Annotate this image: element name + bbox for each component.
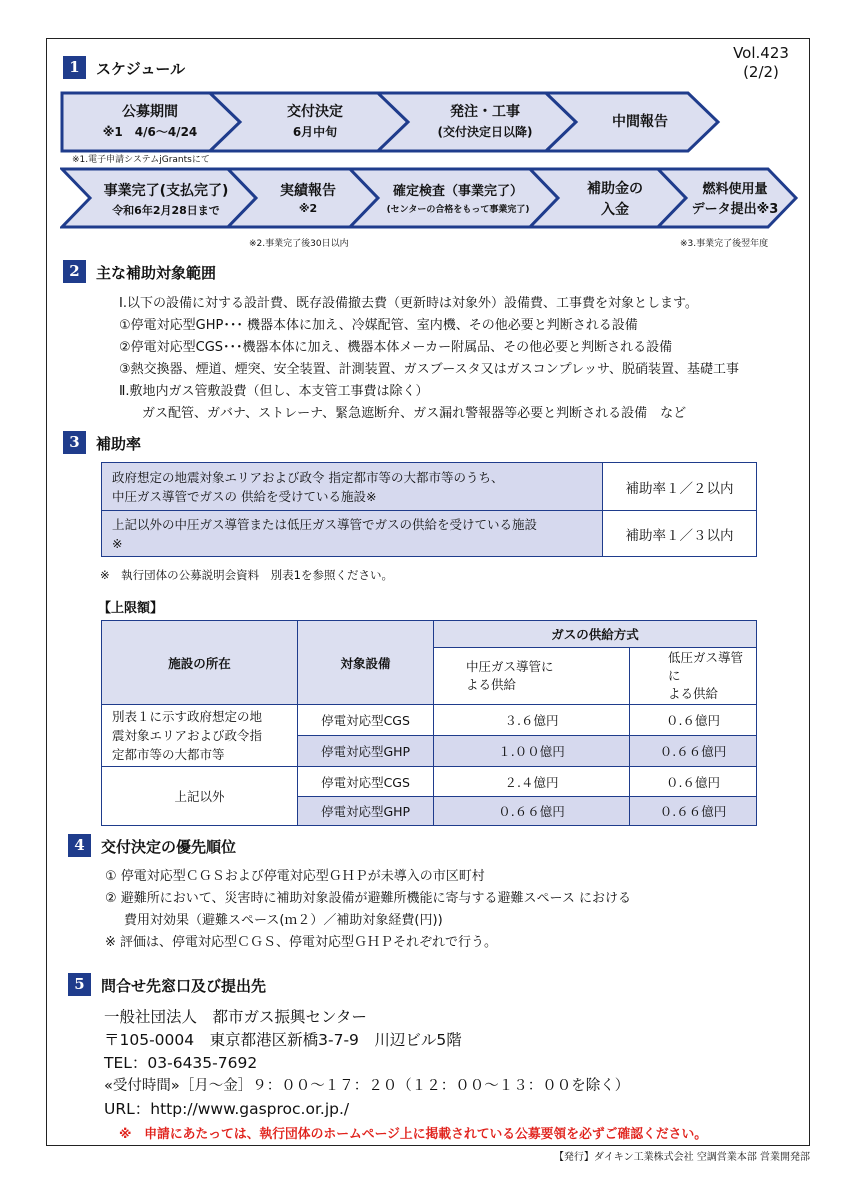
schedule-step-completion: [86, 180, 246, 218]
step-label: 実績報告: [280, 183, 336, 199]
schedule-step-application: [80, 101, 220, 140]
step-detail: (交付決定日以降): [437, 125, 533, 139]
schedule-step-order-construction: [410, 101, 560, 140]
step-detail: 令和6年2月28日まで: [112, 204, 220, 217]
schedule-note-3: ※3.事業完了後翌年度: [680, 239, 769, 249]
scope-line-3: ②停電対応型CGS･･･機器本体に加え、機器本体メーカー附属品、その他必要と判断される設備: [119, 340, 673, 355]
step-label: 補助金の: [587, 181, 643, 197]
step-detail: (センターの合格をもって事業完了): [386, 205, 530, 215]
schedule-step-fuel-data: [684, 178, 786, 217]
step-detail: 入金: [601, 202, 629, 218]
schedule-note-2: ※2.事業完了後30日以内: [249, 239, 349, 249]
section-number-1: 1: [63, 56, 86, 79]
step-label: 燃料使用量: [702, 182, 768, 197]
step-label: 交付決定: [287, 104, 343, 120]
mid-amount-cell: ３.６億円: [434, 705, 630, 736]
section-title-rate: 補助率: [96, 435, 142, 453]
rate-condition-cell: [102, 511, 603, 557]
header-text: 中圧ガス導管に: [466, 659, 554, 674]
schedule-step-subsidy-payment: [560, 178, 670, 219]
schedule-step-interim-report: [580, 111, 700, 131]
limit-row: [102, 767, 757, 797]
scope-line-4: ③熱交換器、煙道、煙突、安全装置、計測装置、ガスブースタ又はガスコンプレッサ、脱硝装置、基礎工事: [119, 362, 740, 377]
contact-phone: TEL：03-6435-7692: [104, 1054, 258, 1072]
low-amount-cell: ０.６６億円: [630, 736, 757, 767]
contact-url[interactable]: URL：http://www.gasproc.or.jp./: [104, 1100, 350, 1118]
section-number-4: 4: [68, 834, 91, 857]
scope-line-6: ガス配管、ガバナ、ストレーナ、緊急遮断弁、ガス漏れ警報器等必要と判断される設備 など: [142, 406, 687, 421]
header-text: よる供給: [466, 677, 517, 692]
rate-note: ※ 執行団体の公募説明会資料 別表1を参照ください。: [100, 568, 393, 582]
header-equipment: 対象設備: [298, 621, 434, 705]
header-text: 低圧ガス導管に: [668, 650, 744, 683]
section-number-2: 2: [63, 260, 86, 283]
low-amount-cell: ０.６億円: [630, 705, 757, 736]
header-location: 施設の所在: [102, 621, 298, 705]
location-text: 定都市等の大都市等: [112, 747, 225, 762]
volume-number: Vol.423: [733, 44, 789, 62]
section-title-schedule: スケジュール: [96, 60, 186, 78]
step-label: 発注・工事: [450, 104, 520, 120]
publisher-footer: 【発行】ダイキン工業株式会社 空調営業本部 営業開発部: [553, 1152, 810, 1163]
location-text: 震対象エリアおよび政令指: [112, 728, 263, 743]
step-label: 確定検査（事業完了）: [392, 184, 523, 199]
location-other: 上記以外: [102, 767, 298, 826]
header-text: よる供給: [668, 686, 719, 701]
section-number-5: 5: [68, 973, 91, 996]
priority-line-1: ① 停電対応型ＣＧＳおよび停電対応型ＧＨＰが未導入の市区町村: [105, 869, 485, 884]
rate-condition-line: 上記以外の中圧ガス導管または低圧ガス導管でガスの供給を受けている施設: [112, 516, 538, 532]
section-title-priority: 交付決定の優先順位: [101, 838, 237, 856]
rate-condition-line: 政府想定の地震対象エリアおよび政令 指定都市等の大都市等のうち、: [112, 469, 504, 485]
equipment-cell: 停電対応型CGS: [298, 705, 434, 736]
contact-organization: 一般社団法人 都市ガス振興センター: [104, 1008, 367, 1026]
section-title-scope: 主な補助対象範囲: [96, 264, 217, 282]
header-low-pressure: [630, 648, 757, 705]
step-detail: 6月中旬: [292, 125, 338, 139]
scope-line-1: Ⅰ.以下の設備に対する設計費、既存設備撤去費（更新時は対象外）設備費、工事費を対象とします。: [119, 296, 698, 311]
mid-amount-cell: ２.４億円: [434, 767, 630, 797]
scope-line-5: Ⅱ.敷地内ガス管敷設費（但し、本支管工事費は除く）: [119, 384, 429, 399]
location-major-cities: [102, 705, 298, 767]
rate-condition-cell: [102, 463, 603, 511]
equipment-cell: 停電対応型GHP: [298, 736, 434, 767]
section-title-contact: 問合せ先窓口及び提出先: [101, 977, 267, 995]
page-indicator: (2/2): [743, 63, 779, 81]
schedule-note-1: ※1.電子申請システムjGrantsにて: [72, 155, 210, 165]
contact-address: 〒105-0004 東京都港区新橋3-7-9 川辺ビル5階: [104, 1031, 462, 1049]
rate-condition-line: ※: [112, 535, 123, 551]
step-detail: ※1 4/6～4/24: [102, 125, 198, 139]
rate-row: [102, 511, 757, 557]
step-label: 公募期間: [122, 104, 178, 120]
rate-value: 補助率１／２以内: [603, 463, 757, 511]
step-label: 中間報告: [612, 114, 668, 130]
equipment-cell: 停電対応型GHP: [298, 797, 434, 826]
rate-value: 補助率１／３以内: [603, 511, 757, 557]
step-detail: データ提出※3: [691, 202, 779, 217]
schedule-step-performance-report: [258, 180, 358, 215]
header-supply-method: ガスの供給方式: [434, 621, 757, 648]
step-detail: ※2: [298, 202, 318, 215]
scope-line-2: ①停電対応型GHP･･･ 機器本体に加え、冷媒配管、室内機、その他必要と判断される設備: [119, 318, 638, 333]
step-label: 事業完了(支払完了): [103, 183, 229, 199]
low-amount-cell: ０.６億円: [630, 767, 757, 797]
mid-amount-cell: １.００億円: [434, 736, 630, 767]
rate-row: [102, 463, 757, 511]
limit-row: [102, 705, 757, 736]
low-amount-cell: ０.６６億円: [630, 797, 757, 826]
schedule-step-grant-decision: [245, 101, 385, 140]
rate-condition-line: 中圧ガス導管でガスの 供給を受けている施設※: [112, 488, 377, 504]
priority-line-4: ※ 評価は、停電対応型ＣＧＳ、停電対応型ＧＨＰそれぞれで行う。: [105, 935, 498, 950]
contact-hours: «受付時間»［月～金］９：００～１７：２０（１２：００～１３：００を除く）: [104, 1078, 630, 1094]
subsidy-rate-table: [101, 462, 757, 557]
mid-amount-cell: ０.６６億円: [434, 797, 630, 826]
equipment-cell: 停電対応型CGS: [298, 767, 434, 797]
header-mid-pressure: [434, 648, 630, 705]
limit-header-row: [102, 621, 757, 648]
section-number-3: 3: [63, 431, 86, 454]
location-text: 別表１に示す政府想定の地: [112, 709, 263, 724]
limit-amount-table: [101, 620, 757, 826]
volume-label: [721, 44, 801, 82]
application-warning: ※ 申請にあたっては、執行団体のホームページ上に掲載されている公募要領を必ずご確認ください。: [119, 1127, 708, 1142]
limit-title: 【上限額】: [98, 601, 164, 616]
priority-line-2: ② 避難所において、災害時に補助対象設備が避難所機能に寄与する避難スペース における: [105, 891, 632, 906]
schedule-step-final-inspection: [372, 180, 544, 215]
schedule-row-1: [60, 91, 760, 153]
priority-line-3: 費用対効果（避難スペース(ｍ２）／補助対象経費(円)): [124, 913, 443, 928]
schedule-row-2: [60, 167, 800, 229]
